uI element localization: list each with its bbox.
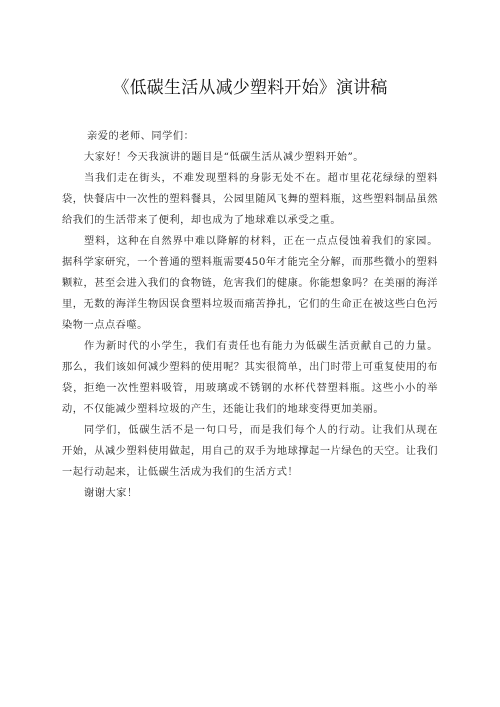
paragraph-call-to-action: 同学们，低碳生活不是一句口号，而是我们每个人的行动。让我们从现在开始，从减少塑料使用做起，用自己的双手为地球撑起一片绿色的天空。让我们一起行动起来，让低碳生活成为我们的生活方式！ xyxy=(62,425,438,478)
paragraph-plastic-harm: 塑料，这种在自然界中难以降解的材料，正在一点点侵蚀着我们的家园。据科学家研究，一个普通的塑料瓶需要450年才能完全分解，而那些微小的塑料颗粒，甚至会进入我们的食物链，危害我们的健康。你能想象吗？在美丽的海洋里，无数的海洋生物因误食塑料垃圾而痛苦挣扎，它们的生命正在被这些白色污染物一点点吞噬。 xyxy=(62,236,438,331)
paragraph-plastic-everywhere: 当我们走在街头，不难发现塑料的身影无处不在。超市里花花绿绿的塑料袋，快餐店中一次性的塑料餐具，公园里随风飞舞的塑料瓶，这些塑料制品虽然给我们的生活带来了便利，却也成为了地球难以承受之重。 xyxy=(62,173,438,226)
paragraph-greeting: 大家好！今天我演讲的题目是“低碳生活从减少塑料开始”。 xyxy=(84,152,364,163)
salutation: 亲爱的老师、同学们： xyxy=(87,131,195,142)
speech-body xyxy=(62,120,438,504)
document-title: 《低碳生活从减少塑料开始》演讲稿 xyxy=(112,78,388,98)
paragraph-how-to-reduce: 作为新时代的小学生，我们有责任也有能力为低碳生活贡献自己的力量。那么，我们该如何减少塑料的使用呢？其实很简单，出门时带上可重复使用的布袋，拒绝一次性塑料吸管，用玻璃或不锈钢的水杯代替塑料瓶。这些小小的举动，不仅能减少塑料垃圾的产生，还能让我们的地球变得更加美丽。 xyxy=(62,341,438,415)
closing-thanks: 谢谢大家！ xyxy=(84,488,138,499)
